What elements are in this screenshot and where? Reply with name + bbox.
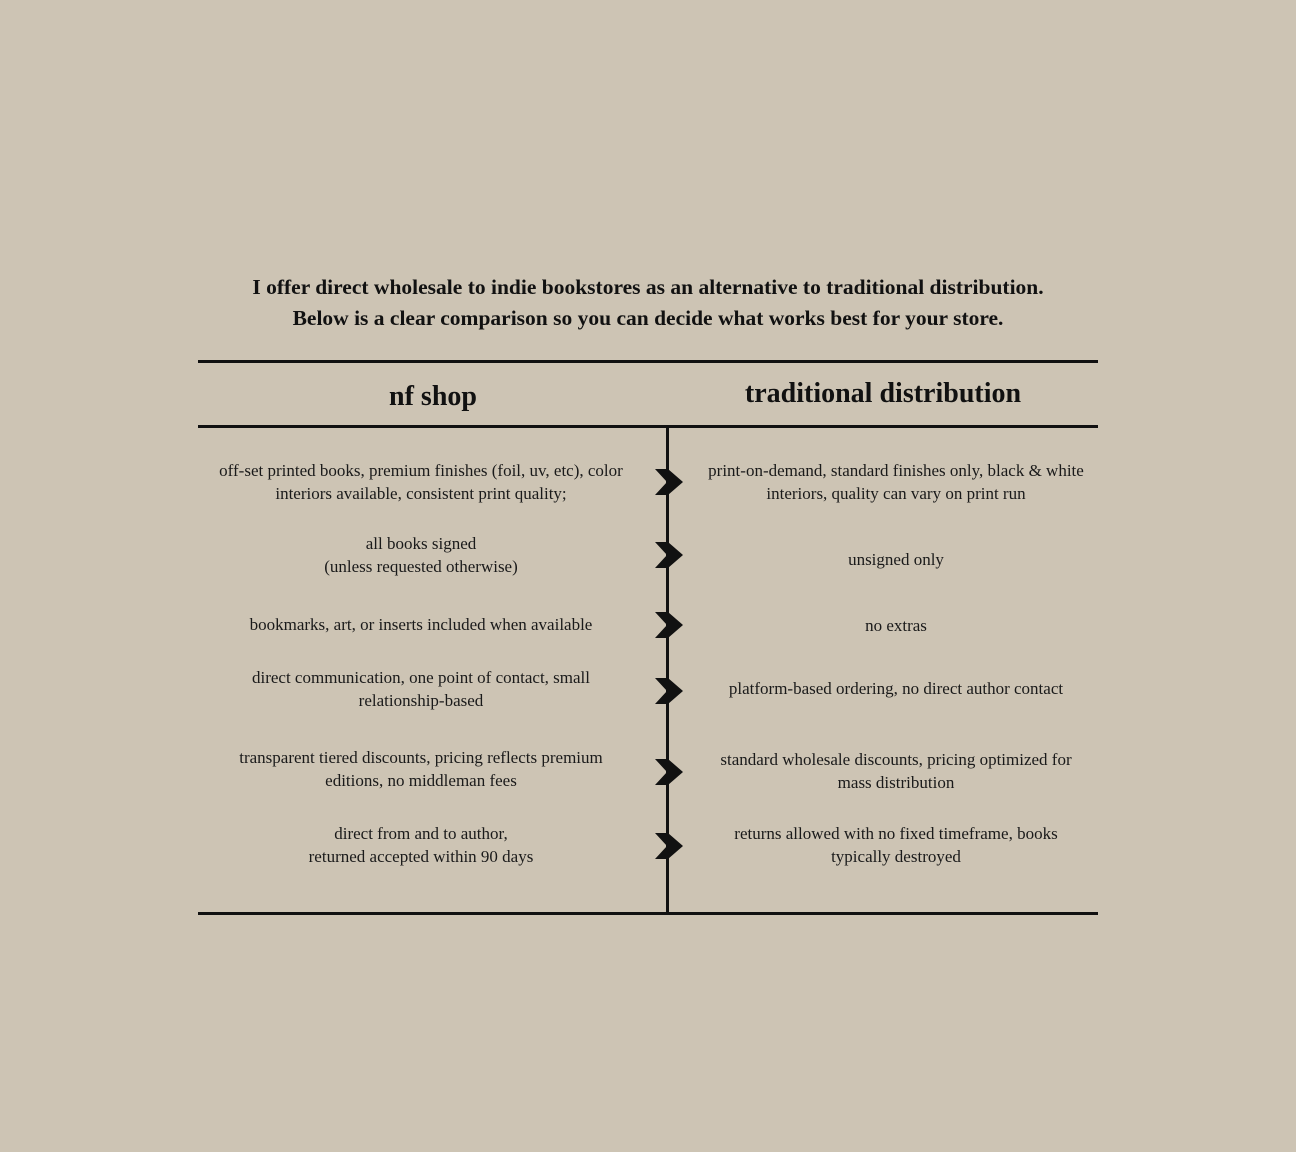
chevron-right-icon bbox=[655, 469, 683, 495]
row-6-traditional bbox=[690, 822, 1102, 868]
cell-line: transparent tiered discounts, pricing reflects premium bbox=[239, 748, 603, 767]
row-5-nf-shop bbox=[198, 746, 644, 792]
table-top-rule bbox=[198, 360, 1098, 363]
row-1-nf-shop bbox=[198, 459, 644, 505]
chevron-right-icon bbox=[655, 833, 683, 859]
cell-line: interiors, quality can vary on print run bbox=[766, 484, 1026, 503]
row-6-nf-shop bbox=[198, 822, 644, 868]
chevron-right-icon bbox=[655, 759, 683, 785]
header-rule bbox=[198, 425, 1098, 428]
cell-line: mass distribution bbox=[837, 773, 955, 792]
cell-line: returns allowed with no fixed timeframe, books bbox=[734, 824, 1058, 843]
cell-line: (unless requested otherwise) bbox=[324, 557, 518, 576]
cell-line: returned accepted within 90 days bbox=[308, 847, 534, 866]
chevron-right-icon bbox=[655, 612, 683, 638]
cell-line: standard wholesale discounts, pricing optimized for bbox=[720, 750, 1072, 769]
row-4-nf-shop bbox=[198, 666, 644, 712]
row-4-traditional bbox=[690, 677, 1102, 700]
cell-line: off-set printed books, premium finishes (foil, uv, etc), color bbox=[219, 461, 623, 480]
table-bottom-rule bbox=[198, 912, 1098, 915]
cell-line: unsigned only bbox=[848, 550, 944, 569]
row-5-traditional bbox=[690, 748, 1102, 794]
cell-line: direct from and to author, bbox=[334, 824, 508, 843]
row-1-traditional bbox=[690, 459, 1102, 505]
intro-line-2: Below is a clear comparison so you can decide what works best for your store. bbox=[292, 306, 1004, 330]
cell-line: direct communication, one point of contact, small bbox=[251, 668, 591, 687]
cell-line: bookmarks, art, or inserts included when available bbox=[249, 615, 593, 634]
cell-line: no extras bbox=[865, 616, 927, 635]
row-2-nf-shop bbox=[198, 532, 644, 578]
row-2-traditional bbox=[690, 548, 1102, 571]
chevron-right-icon bbox=[655, 678, 683, 704]
row-3-traditional bbox=[690, 614, 1102, 637]
cell-line: interiors available, consistent print quality; bbox=[275, 484, 567, 503]
cell-line: editions, no middleman fees bbox=[325, 771, 517, 790]
cell-line: print-on-demand, standard finishes only, black & white bbox=[708, 461, 1084, 480]
row-3-nf-shop bbox=[198, 613, 644, 636]
cell-line: relationship-based bbox=[358, 691, 484, 710]
cell-line: all books signed bbox=[365, 534, 477, 553]
cell-line: typically destroyed bbox=[831, 847, 961, 866]
chevron-right-icon bbox=[655, 542, 683, 568]
intro-text bbox=[98, 272, 1198, 334]
intro-line-1: I offer direct wholesale to indie bookstores as an alternative to traditional distribution. bbox=[252, 275, 1044, 299]
cell-line: platform-based ordering, no direct author contact bbox=[728, 679, 1064, 698]
column-header-traditional-distribution: traditional distribution bbox=[744, 378, 1022, 409]
column-header-nf-shop: nf shop bbox=[389, 381, 477, 412]
